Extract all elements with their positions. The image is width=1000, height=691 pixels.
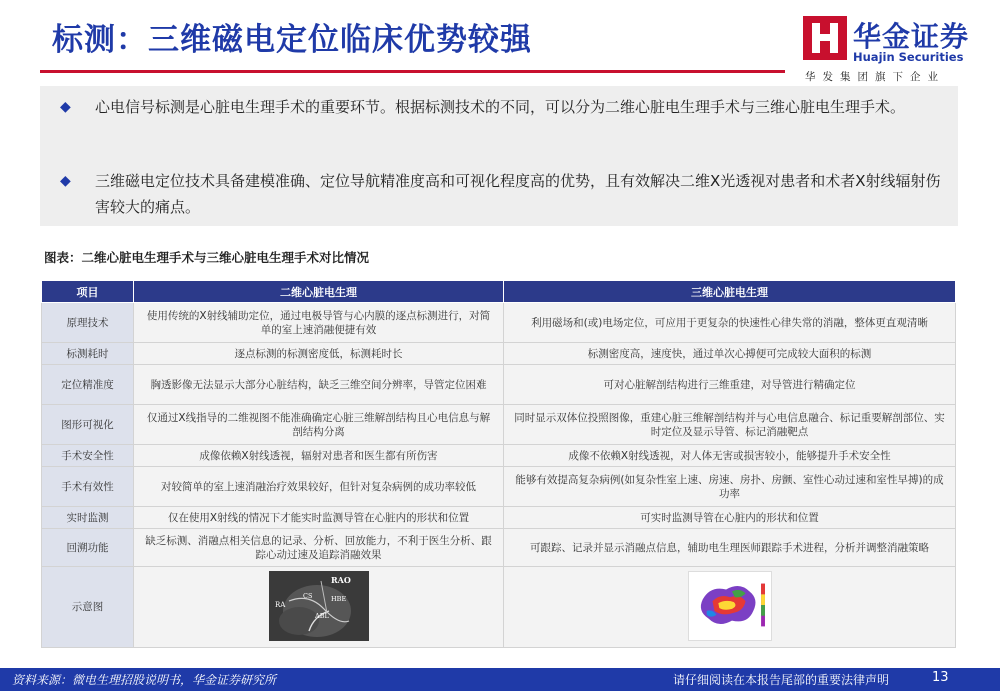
row-label: 图形可视化 (42, 405, 134, 445)
table-header-row (42, 281, 956, 303)
table-row (42, 529, 956, 567)
row-label: 回溯功能 (42, 529, 134, 567)
page-title: 标测：三维磁电定位临床优势较强 (52, 22, 532, 58)
page-number: 13 (932, 670, 949, 685)
cell-2d: 对较简单的室上速消融治疗效果较好，但针对复杂病例的成功率较低 (134, 467, 504, 507)
comparison-table (41, 280, 956, 648)
xray-label: ABL (314, 612, 329, 620)
cell-3d: 利用磁场和(或)电场定位，可应用于更复杂的快速性心律失常的消融，整体更直观清晰 (504, 303, 956, 343)
bullet-text: 心电信号标测是心脏电生理手术的重要环节。根据标测技术的不同，可以分为二维心脏电生理手术与三维心脏电生理手术。 (95, 98, 906, 116)
diamond-bullet-icon: ◆ (60, 99, 71, 115)
xray-label: RAO (330, 575, 351, 585)
bullet-text: 三维磁电定位技术具备建模准确、定位导航精准度高和可视化程度高的优势，且有效解决二维X光透视对患者和术者X射线辐射伤害较大的痛点。 (95, 172, 941, 216)
cell-2d: 仅在使用X射线的情况下才能实时监测导管在心脏内的形状和位置 (134, 507, 504, 529)
bullet-item (60, 94, 948, 120)
row-label: 标测耗时 (42, 343, 134, 365)
3d-electroanatomic-map-image (688, 571, 772, 641)
cell-2d: 成像依赖X射线透视，辐射对患者和医生都有所伤害 (134, 445, 504, 467)
3d-map-image-cell (504, 567, 956, 648)
table-row (42, 567, 956, 648)
xray-label: RA (274, 601, 285, 609)
xray-label: HBE (330, 595, 346, 603)
huajin-logo-icon (803, 16, 847, 60)
table-row (42, 445, 956, 467)
column-header: 二维心脏电生理 (134, 281, 504, 303)
cell-3d: 成像不依赖X射线透视，对人体无害或损害较小，能够提升手术安全性 (504, 445, 956, 467)
row-label: 原理技术 (42, 303, 134, 343)
row-label: 实时监测 (42, 507, 134, 529)
logo-tagline: 华发集团旗下企业 (805, 71, 945, 83)
xray-label: CS (302, 592, 312, 600)
company-logo (803, 16, 983, 91)
cell-2d: 缺乏标测、消融点相关信息的记录、分析、回放能力，不利于医生分析、跟踪心动过速及追踪消融效果 (134, 529, 504, 567)
cell-2d: 胸透影像无法显示大部分心脏结构，缺乏三维空间分辨率，导管定位困难 (134, 365, 504, 405)
cell-3d: 同时显示双体位投照图像，重建心脏三维解剖结构并与心电信息融合、标记重要解剖部位、实时定位及显示导管、标记消融靶点 (504, 405, 956, 445)
table-row (42, 343, 956, 365)
cell-2d: 使用传统的X射线辅助定位，通过电极导管与心内膜的逐点标测进行，对简单的室上速消融便捷有效 (134, 303, 504, 343)
cell-2d: 逐点标测的标测密度低，标测耗时长 (134, 343, 504, 365)
row-label: 定位精准度 (42, 365, 134, 405)
column-header: 项目 (42, 281, 134, 303)
bullet-item (60, 168, 948, 220)
cell-3d: 可实时监测导管在心脏内的形状和位置 (504, 507, 956, 529)
cell-3d: 能够有效提高复杂病例(如复杂性室上速、房速、房扑、房颤、室性心动过速和室性早搏)的成功率 (504, 467, 956, 507)
column-header: 三维心脏电生理 (504, 281, 956, 303)
source-note: 资料来源：微电生理招股说明书，华金证券研究所 (12, 673, 277, 687)
cell-2d: 仅通过X线指导的二维视图不能准确确定心脏三维解剖结构且心电信息与解剖结构分离 (134, 405, 504, 445)
xray-fluoroscopy-image (269, 571, 369, 641)
logo-name-cn: 华金证券 (853, 20, 970, 53)
table-row (42, 365, 956, 405)
logo-name-en: Huajin Securities (853, 50, 964, 64)
footer-bar (0, 668, 1000, 691)
diamond-bullet-icon: ◆ (60, 173, 71, 189)
cell-3d: 可跟踪、记录并显示消融点信息，辅助电生理医师跟踪手术进程，分析并调整消融策略 (504, 529, 956, 567)
figure-title: 图表：二维心脏电生理手术与三维心脏电生理手术对比情况 (44, 250, 370, 265)
row-label: 手术有效性 (42, 467, 134, 507)
table-row (42, 303, 956, 343)
cell-3d: 可对心脏解剖结构进行三维重建，对导管进行精确定位 (504, 365, 956, 405)
legal-notice: 请仔细阅读在本报告尾部的重要法律声明 (673, 673, 890, 687)
row-label: 手术安全性 (42, 445, 134, 467)
table-row (42, 507, 956, 529)
cell-3d: 标测密度高，速度快，通过单次心搏便可完成较大面积的标测 (504, 343, 956, 365)
title-underline (40, 70, 785, 73)
table-row (42, 467, 956, 507)
xray-image-cell (134, 567, 504, 648)
summary-box (40, 86, 958, 226)
table-row (42, 405, 956, 445)
row-label: 示意图 (42, 567, 134, 648)
